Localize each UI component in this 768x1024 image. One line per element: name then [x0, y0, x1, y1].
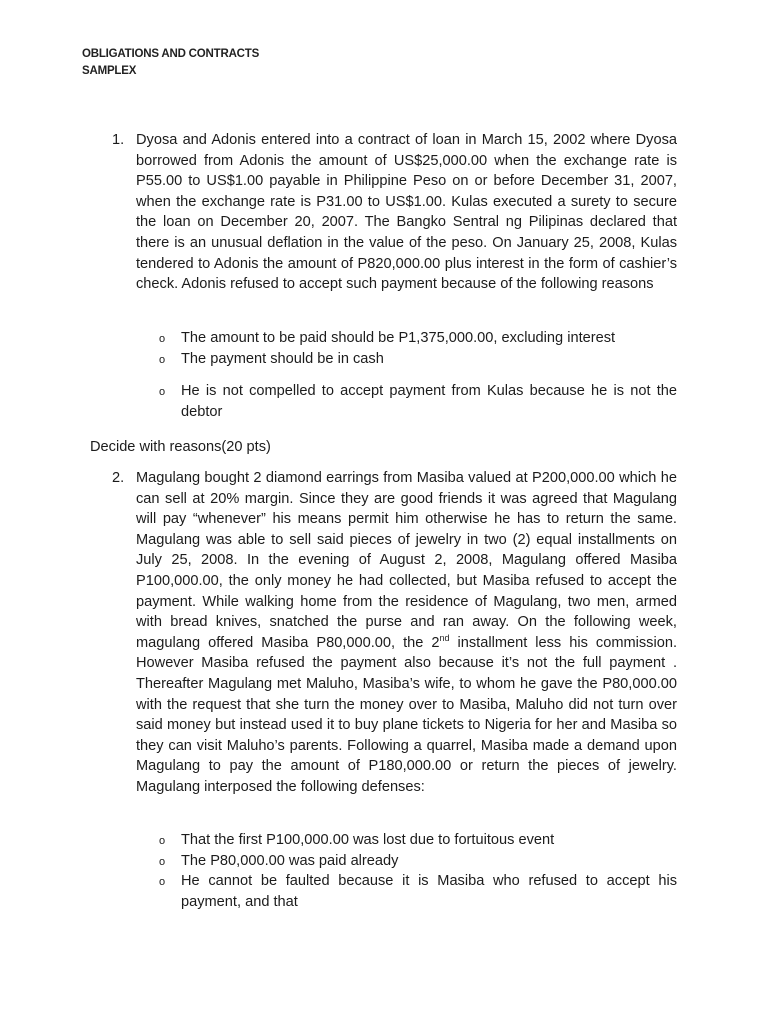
list-item-text: The P80,000.00 was paid already	[181, 852, 399, 869]
document-header	[82, 46, 259, 80]
instruction-text: Decide with reasons(20 pts)	[90, 439, 271, 455]
list-item-text: The amount to be paid should be P1,375,000.00, excluding interest	[181, 330, 616, 346]
bullet-marker: o	[159, 855, 166, 868]
question-1-number: 1.	[112, 132, 125, 148]
list-item	[159, 871, 677, 912]
ordinal-suffix: nd	[439, 632, 450, 643]
bullet-marker: o	[159, 876, 166, 889]
question-2-text-part2: installment less his commission. However Masiba refused the payment also because it’s not the full payment . Thereafter Magulang met Maluho, Masiba’s wife, to whom he gave the P80,000.00 with the request that she turn the money over to Masiba, Maluho did not turn over said money but instead used it to buy plane tickets to Nigeria for her and Masiba so they can visit Maluho’s parents. Following a quarrel, Masiba made a demand upon Magulang to pay the amount of P180,000.00 or return the pieces of jewelry. Magulang interposed the following defenses:	[136, 634, 677, 795]
question-2-text-part1: Magulang bought 2 diamond earrings from Masiba valued at P200,000.00 which he can sell at 20% margin. Since they are good friends it was agreed that Magulang will pay “whenever” his means permit him otherwise he has to return the same. Magulang was able to sell said pieces of jewelry in two (2) equal installments on July 25, 2008. In the evening of August 2, 2008, Magulang offered Masiba P100,000.00, the only money he had collected, but Masiba refused to accept the payment. While walking home from the residence of Magulang, two men, armed with bread knives, snatched the purse and ran away. On the following week, magulang offered Masiba P80,000.00, the 2	[136, 470, 677, 651]
header-subtitle: SAMPLEX	[82, 65, 137, 77]
list-item	[159, 328, 677, 349]
question-2-paragraph	[136, 468, 677, 798]
list-item	[159, 349, 677, 370]
header-title: OBLIGATIONS AND CONTRACTS	[82, 48, 260, 60]
bullet-marker: o	[159, 333, 166, 345]
list-item-text: The payment should be in cash	[181, 350, 384, 367]
bullet-marker: o	[159, 386, 166, 399]
question-1-bullets	[159, 328, 677, 422]
list-item	[159, 830, 677, 851]
question-1-paragraph: Dyosa and Adonis entered into a contract of loan in March 15, 2002 where Dyosa borrowed from Adonis the amount of US$25,000.00 when the exchange rate is P55.00 to US$1.00 payable in Philippine Peso on or before December 31, 2007, when the exchange rate is P31.00 to US$1.00. Kulas executed a surety to secure the loan on December 20, 2007. The Bangko Sentral ng Pilipinas declared that there is an unusual deflation in the value of the peso. On January 25, 2008, Kulas tendered to Adonis the amount of P820,000.00 plus interest in the form of cashier’s check. Adonis refused to accept such payment because of the following reasons	[136, 132, 677, 293]
bullet-marker: o	[159, 353, 166, 366]
list-item-text: He cannot be faulted because it is Masiba who refused to accept his payment, and that	[181, 873, 677, 910]
question-2-number: 2.	[112, 470, 125, 486]
list-item	[159, 851, 677, 872]
list-item-text: He is not compelled to accept payment from Kulas because he is not the debtor	[181, 383, 677, 420]
question-2-bullets	[159, 830, 677, 912]
question-2-text	[136, 468, 677, 798]
question-1-text	[136, 130, 677, 295]
list-item	[159, 381, 677, 422]
list-item-text: That the first P100,000.00 was lost due to fortuitous event	[181, 832, 555, 848]
bullet-marker: o	[159, 835, 166, 847]
